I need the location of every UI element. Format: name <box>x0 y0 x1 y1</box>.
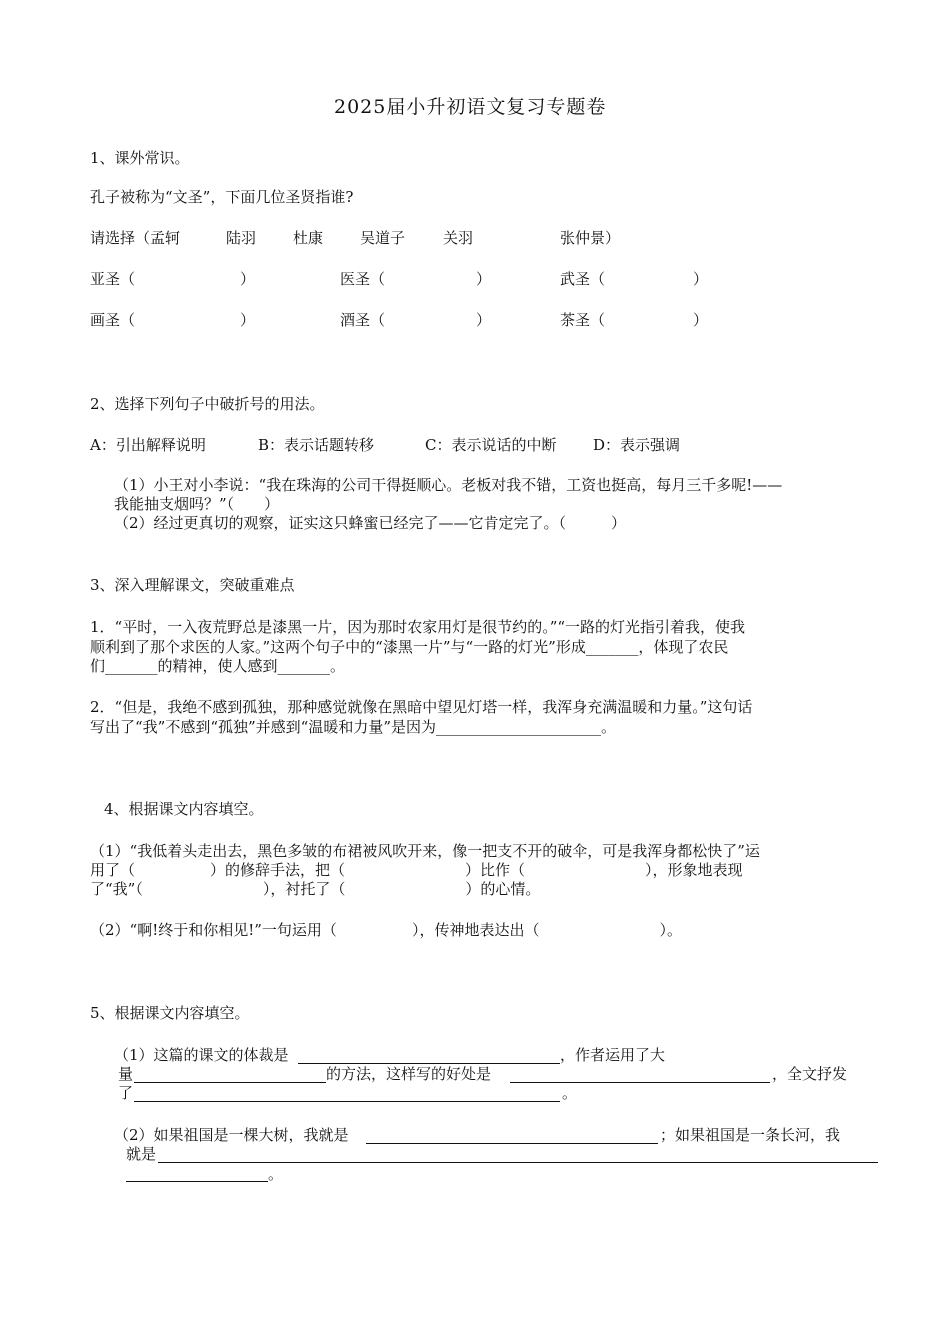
q5-blank-line <box>134 1081 326 1083</box>
q5-p1-text: 。 <box>562 1084 578 1102</box>
q1-blank-label: 画圣（ <box>90 311 136 329</box>
q3-p1-line: 顺利到了那个求医的人家。”这两个句子中的“漆黑一片”与“一路的灯光”形成_______，体现了农民 <box>90 638 729 656</box>
q5-p1-text: 的方法，这样写的好处是 <box>326 1065 492 1083</box>
q5-p2-text: （2）如果祖国是一棵大树，我就是 <box>114 1126 349 1144</box>
q4-p1-line: 了“我”（ ），衬托了（ ）的心情。 <box>90 880 541 898</box>
q3-p1-line: 们_______的精神，使人感到_______。 <box>90 657 346 675</box>
q1-blank-close: ） <box>240 270 256 288</box>
q5-p1-text: （1）这篇的课文的体裁是 <box>114 1046 289 1064</box>
q2-sentence-1-cont: 我能抽支烟吗？”（ ） <box>114 495 280 513</box>
q4-p1-line: （1）“我低着头走出去，黑色多皱的布裙被风吹开来，像一把支不开的破伞，可是我浑身都松快了”运 <box>90 842 760 860</box>
q4-p2: （2）“啊!终于和你相见!”一句运用（ ），传神地表达出（ ）。 <box>90 921 682 939</box>
q5-p1-text: 量 <box>118 1065 134 1083</box>
q1-option: 杜康 <box>293 229 324 247</box>
q2-option: D：表示强调 <box>593 436 681 454</box>
q2-option: B：表示话题转移 <box>258 436 375 454</box>
q1-option: 张仲景） <box>560 229 621 247</box>
q5-p2-text: 。 <box>268 1165 284 1183</box>
q2-heading: 2、选择下列句子中破折号的用法。 <box>90 395 325 413</box>
q1-blank-label: 亚圣（ <box>90 270 136 288</box>
q1-options-label: 请选择（孟轲 <box>90 229 181 247</box>
q3-heading: 3、深入理解课文，突破重难点 <box>90 576 295 594</box>
q5-heading: 5、根据课文内容填空。 <box>90 1004 250 1022</box>
q1-question: 孔子被称为“文圣”，下面几位圣贤指谁? <box>90 188 354 206</box>
q2-option: C：表示说话的中断 <box>425 436 557 454</box>
q1-blank-label: 茶圣（ <box>560 311 606 329</box>
q1-option: 吴道子 <box>360 229 406 247</box>
q1-blank-close: ） <box>693 270 709 288</box>
q5-p1-text: ，全文抒发 <box>772 1065 848 1083</box>
q5-p2-text: ；如果祖国是一条长河，我 <box>660 1126 841 1144</box>
exam-title: 2025届小升初语文复习专题卷 <box>334 96 607 118</box>
q4-heading: 4、根据课文内容填空。 <box>104 800 264 818</box>
q1-blank-close: ） <box>476 311 492 329</box>
q1-blank-label: 酒圣（ <box>340 311 386 329</box>
q3-p2-line: 2．“但是，我绝不感到孤独，那种感觉就像在黑暗中望见灯塔一样，我浑身充满温暖和力量。”这句话 <box>90 698 753 716</box>
q1-blank-close: ） <box>240 311 256 329</box>
q3-p2-line: 写出了“我”不感到“孤独”并感到“温暖和力量”是因为______________________。 <box>90 718 617 736</box>
q5-p1-text: ，作者运用了大 <box>560 1046 666 1064</box>
q1-option: 陆羽 <box>226 229 257 247</box>
q1-heading: 1、课外常识。 <box>90 149 190 167</box>
q1-option: 关羽 <box>443 229 474 247</box>
q2-sentence-2: （2）经过更真切的观察，证实这只蜂蜜已经完了——它肯定完了。（ ） <box>114 514 627 532</box>
q2-option: A：引出解释说明 <box>90 436 206 454</box>
q5-blank-line <box>158 1161 878 1163</box>
q5-blank-line <box>126 1180 268 1182</box>
q2-sentence-1: （1）小王对小李说：“我在珠海的公司干得挺顺心。老板对我不错，工资也挺高，每月三千多呢!—— <box>114 476 783 494</box>
q1-blank-close: ） <box>476 270 492 288</box>
q5-blank-line <box>510 1081 770 1083</box>
q5-p1-text: 了 <box>118 1084 134 1102</box>
q1-blank-close: ） <box>693 311 709 329</box>
q5-blank-line <box>134 1100 560 1102</box>
q5-blank-line <box>366 1142 658 1144</box>
q3-p1-line: 1．“平时，一入夜荒野总是漆黑一片，因为那时农家用灯是很节约的。”“一路的灯光指引着我，使我 <box>90 618 746 636</box>
q1-blank-label: 武圣（ <box>560 270 606 288</box>
q5-p2-text: 就是 <box>126 1145 157 1163</box>
q1-blank-label: 医圣（ <box>340 270 386 288</box>
q4-p1-line: 用了（ ）的修辞手法，把（ ）比作（ ），形象地表现 <box>90 861 743 879</box>
